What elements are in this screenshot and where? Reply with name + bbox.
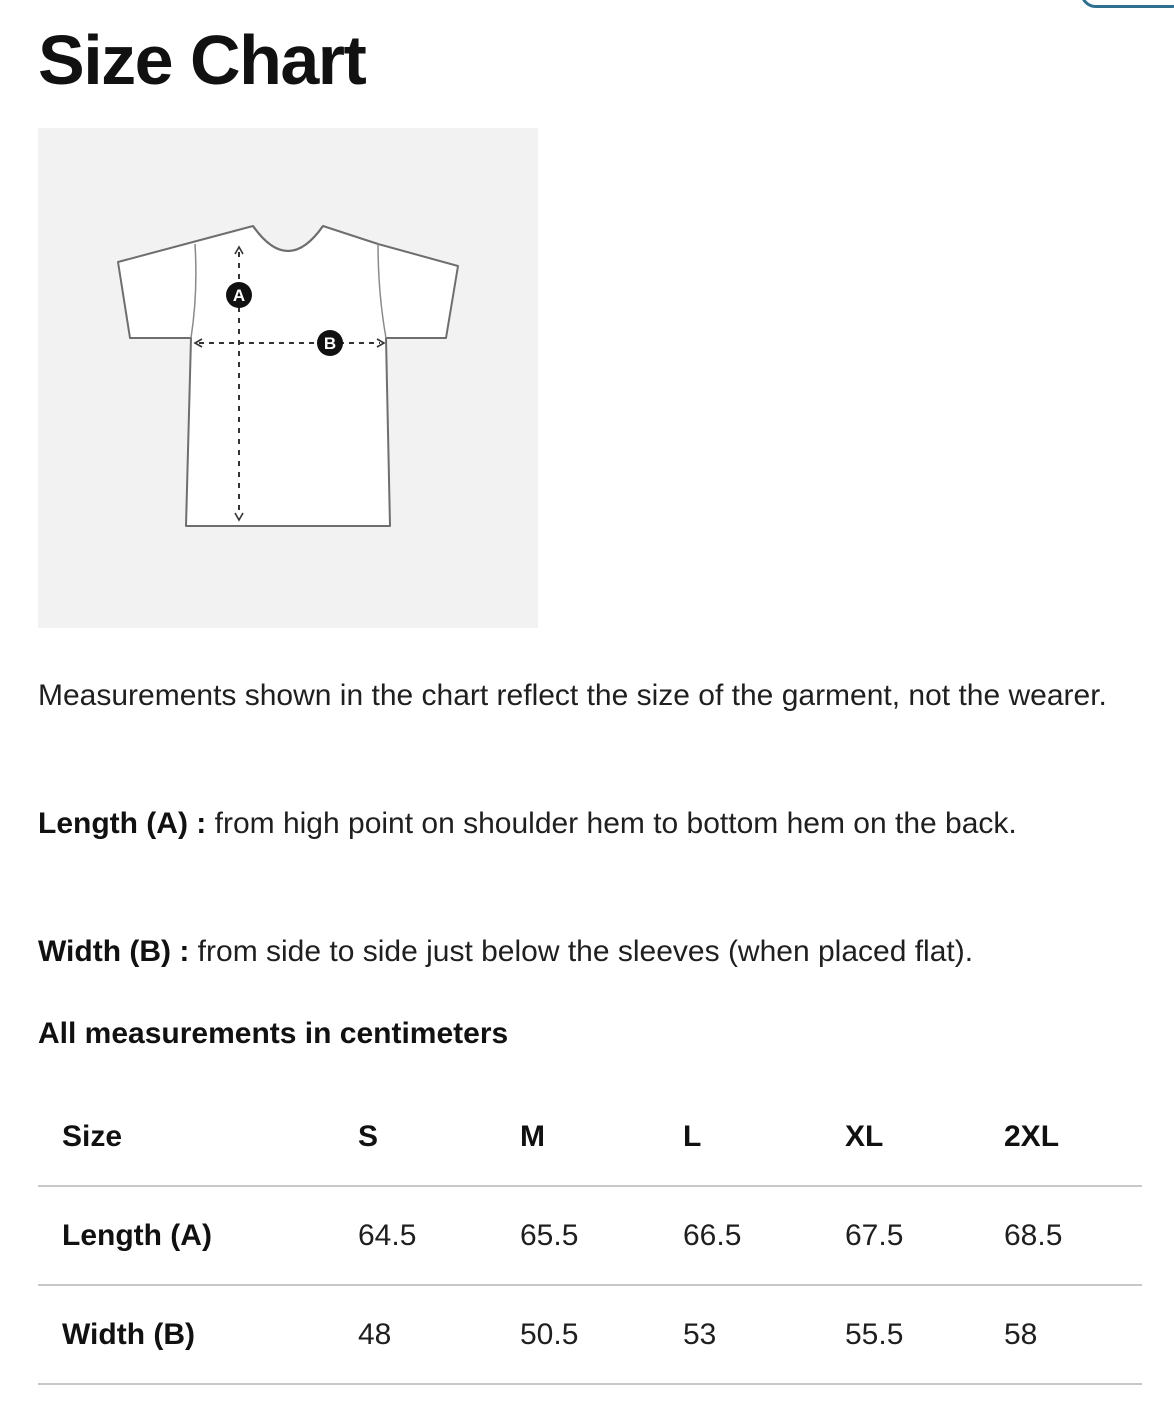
tshirt-measurement-illustration (38, 128, 538, 628)
table-row (38, 1285, 1142, 1384)
header-xl: XL (845, 1088, 1004, 1186)
table-cell: 66.5 (683, 1186, 845, 1285)
header-2xl: 2XL (1004, 1088, 1142, 1186)
marker-a-label: A (232, 286, 246, 305)
table-cell: 64.5 (358, 1186, 520, 1285)
width-term: Width (B) : (38, 935, 190, 968)
close-button[interactable] (1080, 0, 1174, 8)
garment-diagram (38, 128, 538, 628)
table-cell: 65.5 (520, 1186, 683, 1285)
page-title: Size Chart (38, 21, 366, 99)
header-size: Size (38, 1088, 358, 1186)
length-definition (38, 800, 1138, 848)
header-l: L (683, 1088, 845, 1186)
units-note: All measurements in centimeters (38, 1017, 509, 1050)
width-description: from side to side just below the sleeves (when placed flat). (189, 935, 974, 968)
tshirt-outline (118, 226, 458, 526)
header-m: M (520, 1088, 683, 1186)
table-header-row (38, 1088, 1142, 1186)
table-row (38, 1186, 1142, 1285)
length-term: Length (A) : (38, 807, 207, 840)
length-description: from high point on shoulder hem to bottom hem on the back. (206, 807, 1017, 840)
intro-note: Measurements shown in the chart reflect the size of the garment, not the wearer. (38, 679, 1107, 712)
row-label-width: Width (B) (38, 1285, 358, 1384)
marker-b-label: B (323, 334, 337, 353)
table-cell: 55.5 (845, 1285, 1004, 1384)
size-table (38, 1088, 1142, 1385)
table-cell: 53 (683, 1285, 845, 1384)
row-label-length: Length (A) (38, 1186, 358, 1285)
table-cell: 68.5 (1004, 1186, 1142, 1285)
table-cell: 48 (358, 1285, 520, 1384)
width-definition (38, 928, 1138, 976)
table-cell: 50.5 (520, 1285, 683, 1384)
header-s: S (358, 1088, 520, 1186)
table-cell: 58 (1004, 1285, 1142, 1384)
table-cell: 67.5 (845, 1186, 1004, 1285)
